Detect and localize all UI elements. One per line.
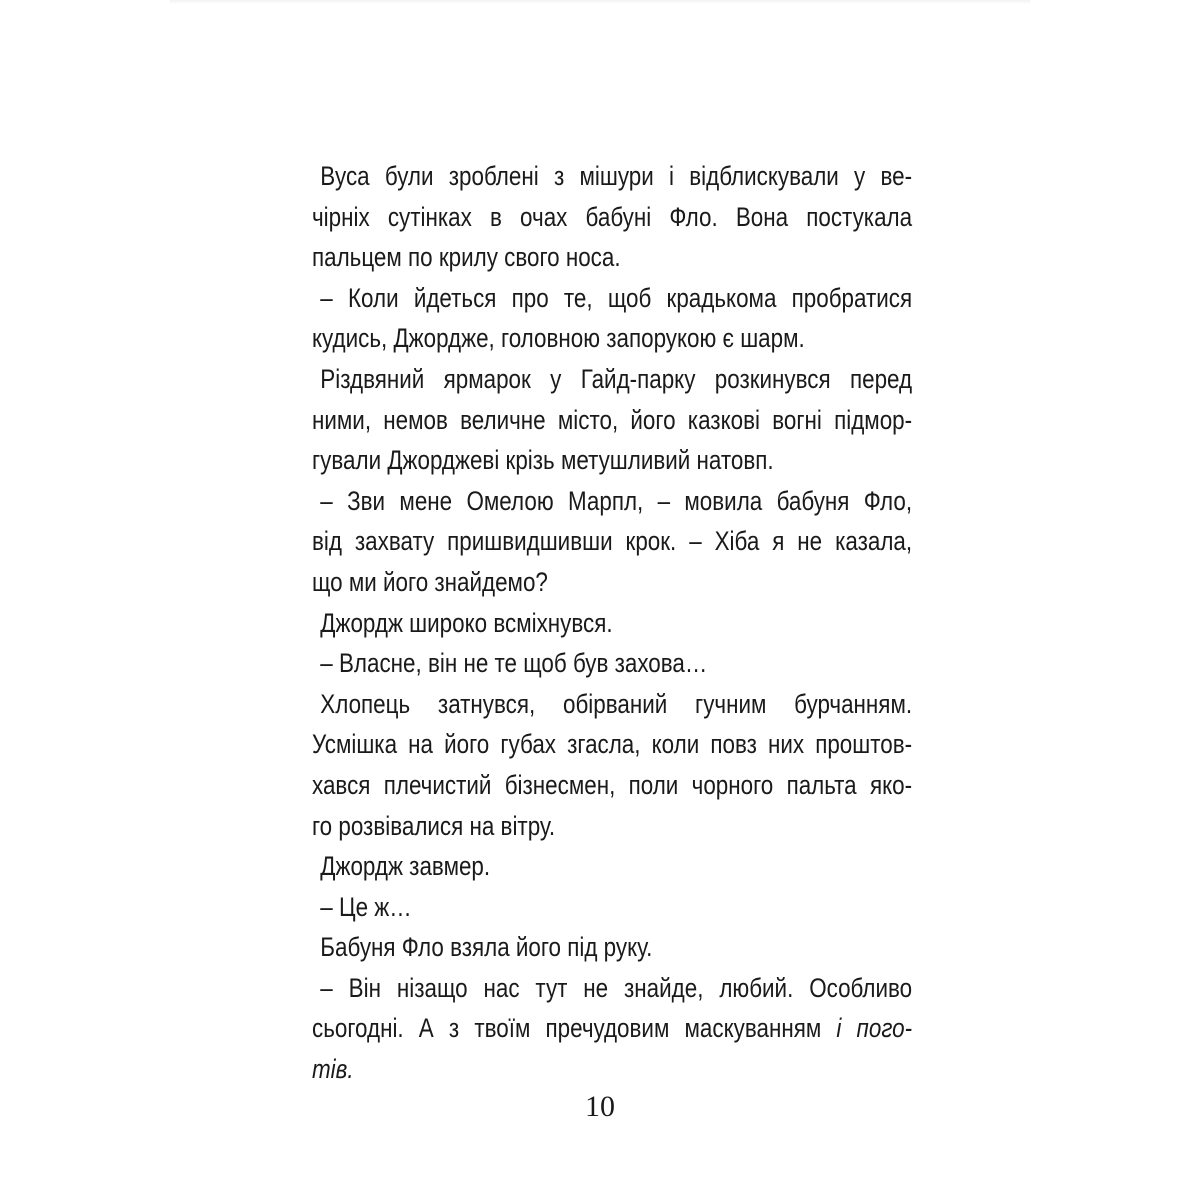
book-page-text <box>312 156 912 1090</box>
italic-text: тів. <box>312 1054 354 1085</box>
text-line: хався плечистий бізнесмен, поли чорного пальта яко- <box>312 769 913 800</box>
text-line <box>312 1049 912 1090</box>
text-line: сьогодні. А з твоїм пречудовим маскуванням і пого- <box>312 1013 913 1044</box>
text-line: кудись, Джордже, головною запорукою є шарм. <box>312 323 805 354</box>
text-line: від захвату пришвидшивши крок. – Хіба я не казала, <box>312 526 913 557</box>
text-line: Усмішка на його губах згасла, коли повз них проштов- <box>312 729 913 760</box>
top-edge-rule <box>170 0 1030 4</box>
page-number: 10 <box>585 1090 615 1123</box>
text-line: го розвівалися на вітру. <box>312 810 556 841</box>
text-line: Джордж завмер. <box>320 851 491 882</box>
text-line: пальцем по крилу свого носа. <box>312 242 621 273</box>
text-line: ними, немов величне місто, його казкові вогні підмор- <box>312 404 913 435</box>
text-line: – Власне, він не те щоб був захова… <box>320 648 708 679</box>
text-line: гували Джорджеві крізь метушливий натовп. <box>312 445 774 476</box>
text-line: Вуса були зроблені з мішури і відблискували у ве- <box>320 161 913 191</box>
text-line: – Це ж… <box>320 891 412 922</box>
text-line: що ми його знайдемо? <box>312 566 548 597</box>
text-line: Хлопець затнувся, обірваний гучним бурчанням. <box>320 688 913 719</box>
text-line: Різдвяний ярмарок у Гайд-парку розкинувся перед <box>320 363 913 394</box>
text-line: – Коли йдеться про те, щоб крадькома пробратися <box>320 282 913 313</box>
text-line: – Він нізащо нас тут не знайде, любий. Особливо <box>320 972 913 1003</box>
text-line: Джордж широко всміхнувся. <box>320 607 613 638</box>
text-line: – Зви мене Омелою Марпл, – мовила бабуня Фло, <box>320 485 913 516</box>
text-line: Бабуня Фло взяла його під руку. <box>320 932 653 963</box>
text-line: чірніх сутінках в очах бабуні Фло. Вона постукала <box>312 201 913 232</box>
italic-text: і пого- <box>836 1013 913 1044</box>
